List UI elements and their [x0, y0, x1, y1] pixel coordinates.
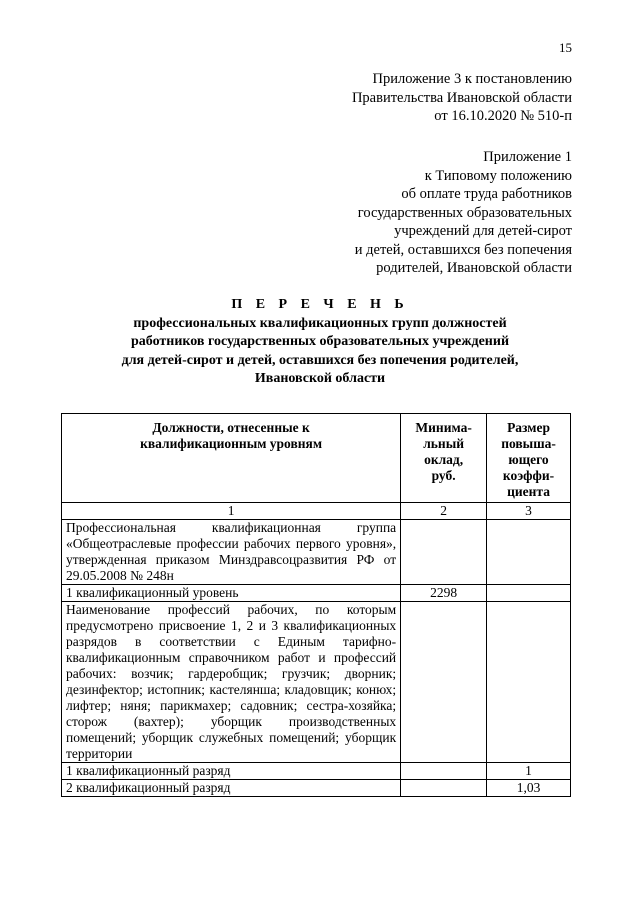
title-line: работников государственных образовательных учреждений — [130, 334, 510, 349]
row-salary — [401, 520, 487, 585]
table-row — [62, 763, 571, 780]
table-row — [62, 520, 571, 585]
header-line: ющего — [508, 452, 549, 467]
header-line: Размер — [507, 420, 550, 435]
row-salary — [401, 602, 487, 763]
table-row — [62, 585, 571, 602]
header-coefficient — [487, 414, 571, 503]
title-heading: П Е Р Е Ч Е Н Ь — [231, 297, 409, 312]
row-coefficient — [487, 520, 571, 585]
row-name: 1 квалификационный уровень — [62, 585, 401, 602]
header-line: Должности, отнесенные к — [152, 420, 310, 435]
row-name: Профессиональная квалификационная группа «Общеотраслевые профессии рабочих первого уровня», утвержденная приказом Минздравсоцразвития РФ от 29.05.2008 № 248н — [62, 520, 401, 585]
row-name: 2 квалификационный разряд — [62, 780, 401, 797]
appendix-line: Приложение 3 к постановлению — [372, 71, 572, 87]
header-line: Минима- — [415, 420, 472, 435]
row-coefficient: 1,03 — [487, 780, 571, 797]
appendix-1-reference — [355, 148, 572, 278]
page-number: 15 — [559, 40, 572, 55]
row-coefficient: 1 — [487, 763, 571, 780]
row-name: Наименование профессий рабочих, по которым предусмотрено присвоение 1, 2 и 3 квалификационных разрядов в соответствии с Единым тарифно-квалификационным справочником работ и профессий рабочих: возчик; гардеробщик; грузчик; дворник; дезинфектор; истопник; кастелянша; кладовщик; конюх; лифтер; няня; парикмахер; садовник; сестра-хозяйка; сторож (вахтер); уборщик производственных помещений; уборщик служебных помещений; уборщик территории — [62, 602, 401, 763]
appendix-line: государственных образовательных — [357, 204, 572, 221]
row-coefficient — [487, 602, 571, 763]
header-line: коэффи- — [502, 468, 555, 483]
table-row — [62, 602, 571, 763]
column-number: 1 — [62, 503, 401, 520]
column-number: 3 — [487, 503, 571, 520]
appendix-line: от 16.10.2020 № 510-п — [434, 108, 572, 124]
header-line: квалификационным уровням — [140, 436, 323, 451]
appendix-line: об оплате труда работников — [401, 186, 572, 202]
table-header-row — [62, 414, 571, 503]
row-coefficient — [487, 585, 571, 602]
appendix-3-reference — [352, 70, 572, 126]
row-salary — [401, 780, 487, 797]
title-line: для детей-сирот и детей, оставшихся без попечения родителей, — [121, 352, 519, 368]
document-title — [60, 296, 580, 389]
table-row — [62, 780, 571, 797]
column-number: 2 — [401, 503, 487, 520]
appendix-line: учреждений для детей-сирот — [394, 223, 572, 239]
header-line: циента — [507, 484, 550, 499]
appendix-line: родителей, Ивановской области — [376, 260, 572, 276]
header-line: оклад, — [424, 452, 464, 467]
title-line: Ивановской области — [254, 371, 386, 386]
row-salary — [401, 763, 487, 780]
appendix-line: и детей, оставшихся без попечения — [354, 241, 572, 258]
header-min-salary — [401, 414, 487, 503]
appendix-line: Правительства Ивановской области — [351, 89, 572, 106]
appendix-line: к Типовому положению — [424, 167, 572, 184]
qualification-groups-table — [61, 413, 571, 797]
row-name: 1 квалификационный разряд — [62, 763, 401, 780]
title-line: профессиональных квалификационных групп должностей — [133, 315, 507, 331]
row-salary: 2298 — [401, 585, 487, 602]
header-positions — [62, 414, 401, 503]
column-number-row — [62, 503, 571, 520]
appendix-line: Приложение 1 — [483, 149, 572, 165]
header-line: руб. — [431, 468, 456, 483]
header-line: повыша- — [501, 436, 556, 451]
header-line: льный — [423, 436, 465, 451]
